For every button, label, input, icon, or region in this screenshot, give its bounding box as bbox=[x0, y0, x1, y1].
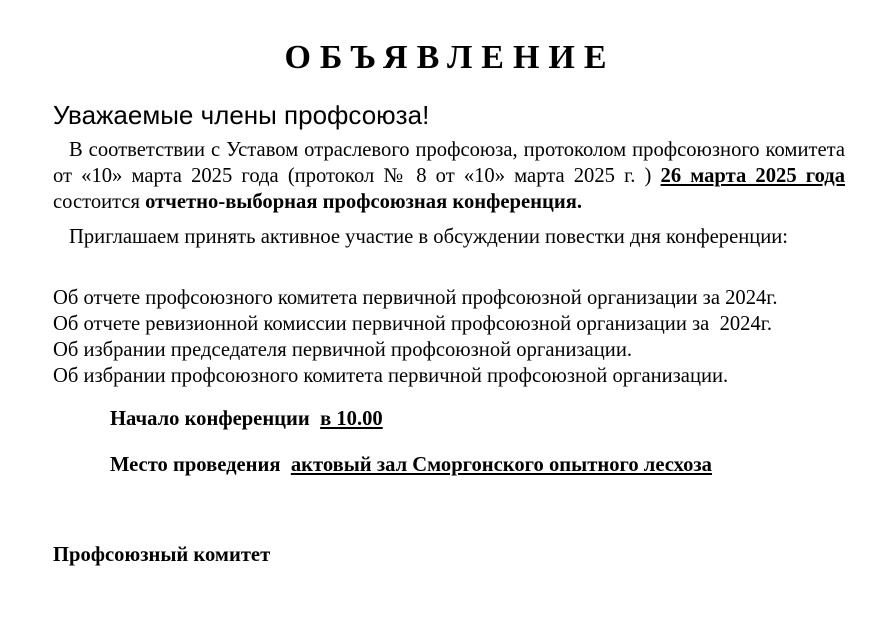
greeting: Уважаемые члены профсоюза! bbox=[53, 100, 430, 130]
conference-start bbox=[110, 406, 383, 432]
signature: Профсоюзный комитет bbox=[53, 544, 271, 566]
agenda-item: Об отчете ревизионной комиссии первичной профсоюзной организации за 2024г. bbox=[53, 313, 773, 335]
paragraph-statute bbox=[53, 137, 845, 215]
conference-start-time: в 10.00 bbox=[320, 408, 383, 430]
conference-venue bbox=[110, 452, 712, 478]
conference-type: отчетно-выборная профсоюзная конференция. bbox=[145, 191, 583, 213]
agenda-list bbox=[53, 285, 778, 389]
page-title: ОБЪЯВЛЕНИЕ bbox=[284, 39, 616, 76]
agenda-item: Об отчете профсоюзного комитета первичной профсоюзной организации за 2024г. bbox=[53, 287, 778, 309]
agenda-item: Об избрании председателя первичной профсоюзной организации. bbox=[53, 339, 632, 361]
conference-venue-place: актовый зал Сморгонского опытного лесхоза bbox=[290, 454, 712, 476]
agenda-item: Об избрании профсоюзного комитета первичной профсоюзной организации. bbox=[53, 365, 729, 387]
paragraph-invitation: Приглашаем принять активное участие в обсуждении повестки дня конференции: bbox=[69, 226, 789, 248]
paragraph-statute-middle: состоится bbox=[53, 191, 146, 213]
paragraph-statute-text: В соответствии с Уставом отраслевого профсоюза, протоколом профсоюзного комитета от «10» марта 2025 года (протокол № 8 от «10» марта 2025 г. ) bbox=[53, 139, 845, 187]
conference-start-label: Начало конференции bbox=[110, 408, 321, 430]
conference-venue-label: Место проведения bbox=[110, 454, 291, 476]
conference-date: 26 марта 2025 года bbox=[660, 165, 846, 187]
